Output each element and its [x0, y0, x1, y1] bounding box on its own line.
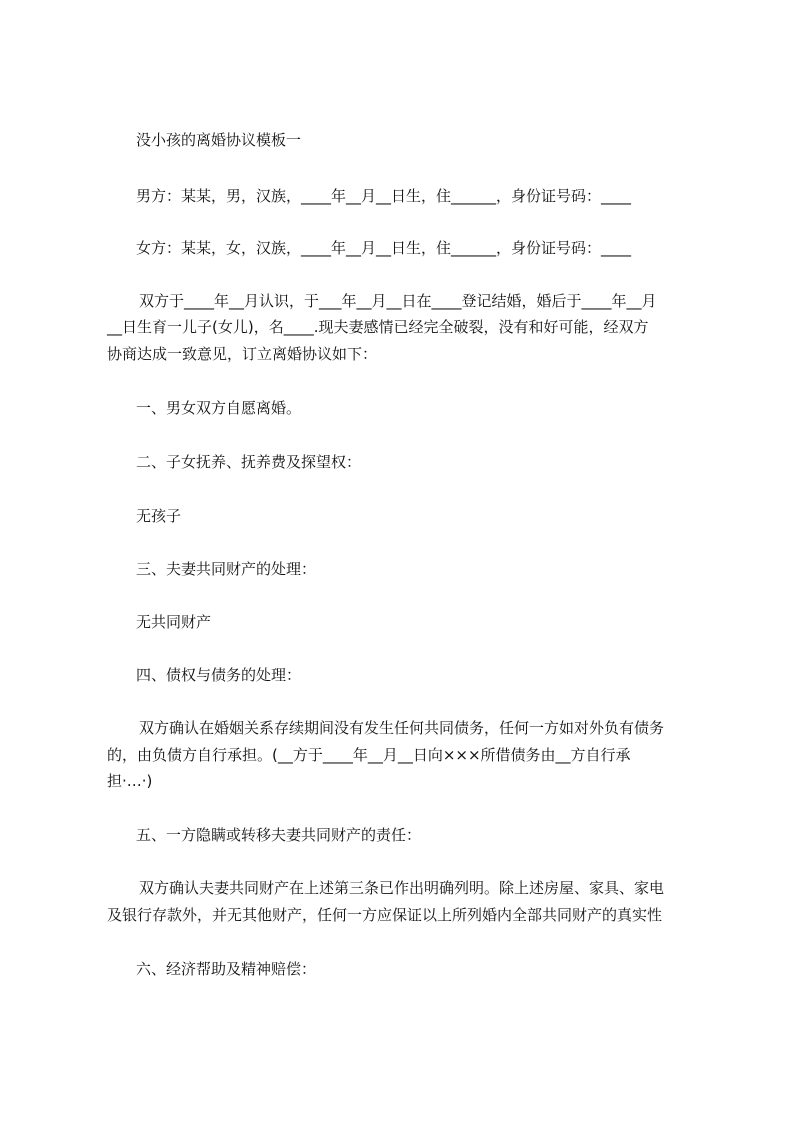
clause-2-heading: 二、子女抚养、抚养费及探望权： [136, 453, 362, 471]
clause-3-heading: 三、夫妻共同财产的处理： [136, 560, 317, 578]
clause-4-body-line-2: 的，由负债方自行承担。(__方于____年__月__日向×××所借债务由__方自行承 [107, 746, 631, 764]
intro-line-2: __日生育一儿子(女儿)，名____.现夫妻感情已经完全破裂，没有和好可能，经双方 [107, 318, 649, 336]
male-party-line: 男方：某某，男，汉族，____年__月__日生，住______，身份证号码：____ [136, 187, 632, 205]
clause-6-heading: 六、经济帮助及精神赔偿： [136, 960, 317, 978]
clause-5-body-line-2: 及银行存款外，并无其他财产，任何一方应保证以上所列婚内全部共同财产的真实性 [107, 906, 663, 924]
clause-2-body: 无孩子 [136, 507, 182, 525]
clause-4-body-line-3: 担·…·) [107, 772, 153, 790]
female-party-line: 女方：某某，女，汉族，____年__月__日生，住______，身份证号码：____ [136, 239, 632, 257]
clause-3-body: 无共同财产 [136, 613, 212, 631]
intro-line-1: 双方于____年__月认识，于___年__月__日在____登记结婚，婚后于____年__月 [139, 292, 657, 310]
clause-4-heading: 四、债权与债务的处理： [136, 666, 302, 684]
intro-line-3: 协商达成一致意见，订立离婚协议如下： [107, 345, 378, 363]
clause-1-heading: 一、男女双方自愿离婚。 [136, 399, 302, 417]
clause-5-body-line-1: 双方确认夫妻共同财产在上述第三条已作出明确列明。除上述房屋、家具、家电 [139, 879, 665, 897]
clause-5-heading: 五、一方隐瞒或转移夫妻共同财产的责任： [136, 826, 422, 844]
document-title: 没小孩的离婚协议模板一 [136, 131, 302, 149]
clause-4-body-line-1: 双方确认在婚姻关系存续期间没有发生任何共同债务，任何一方如对外负有债务 [139, 719, 665, 737]
